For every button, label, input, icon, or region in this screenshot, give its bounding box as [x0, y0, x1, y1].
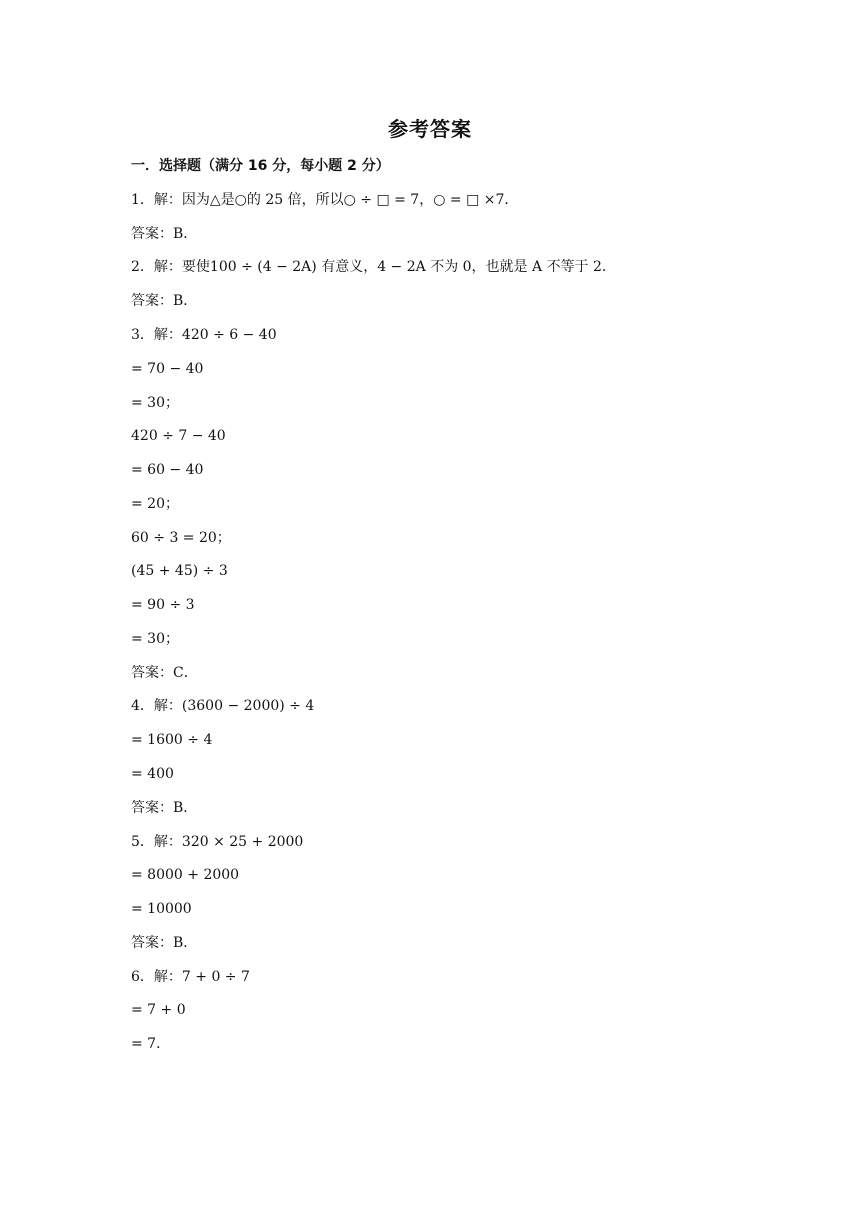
answer-line: 420 ÷ 7 − 40 — [131, 428, 226, 444]
answer-line: 1．解：因为△是○的 25 倍，所以○ ÷ □ = 7，○ = □ ×7． — [131, 192, 519, 208]
answer-line: = 10000 — [131, 901, 192, 917]
section-heading: 一．选择题（满分 16 分，每小题 2 分） — [131, 158, 390, 174]
answer-line: 答案：C． — [131, 665, 198, 681]
answer-line: = 7 + 0 — [131, 1002, 186, 1018]
answer-line: (45 + 45) ÷ 3 — [131, 563, 228, 579]
answer-line: 答案：B． — [131, 226, 198, 242]
answer-line: 2．解：要使100 ÷ (4 − 2A) 有意义，4 − 2A 不为 0，也就是 A 不等于 2． — [131, 259, 616, 275]
answer-line: 60 ÷ 3 = 20； — [131, 530, 231, 546]
answer-line: = 90 ÷ 3 — [131, 597, 195, 613]
answer-line: = 30； — [131, 395, 179, 411]
answer-line: = 20； — [131, 496, 179, 512]
answer-line: = 400 — [131, 766, 174, 782]
answer-line: = 70 − 40 — [131, 361, 204, 377]
answer-line: = 30； — [131, 631, 179, 647]
answer-line: 5．解：320 × 25 + 2000 — [131, 834, 304, 850]
answer-line: = 7． — [131, 1036, 171, 1052]
answer-line: 答案：B． — [131, 293, 198, 309]
answer-line: = 1600 ÷ 4 — [131, 732, 213, 748]
page-title: 参考答案 — [388, 117, 472, 141]
answer-line: = 60 − 40 — [131, 462, 204, 478]
answer-line: 答案：B． — [131, 800, 198, 816]
answer-line: 4．解：(3600 − 2000) ÷ 4 — [131, 698, 315, 714]
answer-line: 6．解：7 + 0 ÷ 7 — [131, 969, 250, 985]
answer-line: = 8000 + 2000 — [131, 867, 240, 883]
answer-line: 答案：B． — [131, 935, 198, 951]
answer-line: 3．解：420 ÷ 6 − 40 — [131, 327, 277, 343]
